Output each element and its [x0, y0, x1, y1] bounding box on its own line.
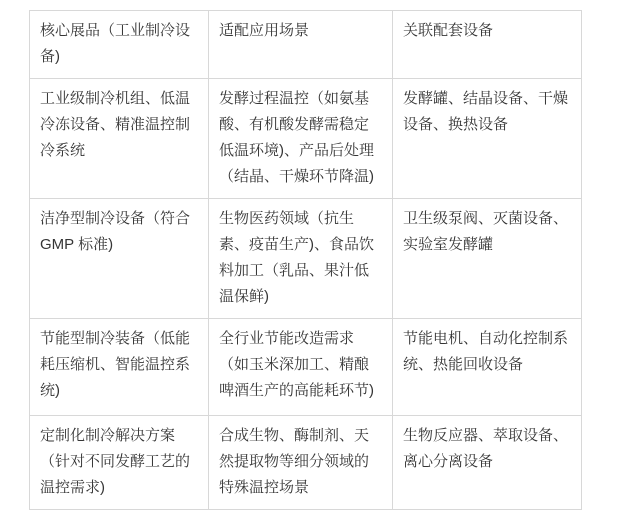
table-row: [30, 319, 582, 416]
column-header-application-scenarios: 适配应用场景: [209, 11, 393, 79]
table-cell: 卫生级泵阀、灭菌设备、实验室发酵罐: [393, 199, 582, 319]
table-cell: 定制化制冷解决方案（针对不同发酵工艺的温控需求): [30, 416, 209, 510]
table-row: [30, 199, 582, 319]
header-row: [30, 11, 582, 79]
column-header-associated-equipment: 关联配套设备: [393, 11, 582, 79]
table-cell: 生物反应器、萃取设备、离心分离设备: [393, 416, 582, 510]
table-cell: 全行业节能改造需求（如玉米深加工、精酿啤酒生产的高能耗环节): [209, 319, 393, 416]
table-cell: 发酵过程温控（如氨基酸、有机酸发酵需稳定低温环境)、产品后处理（结晶、干燥环节降温): [209, 79, 393, 199]
table-container: [29, 10, 582, 510]
table-row: [30, 416, 582, 510]
table-cell: 洁净型制冷设备（符合 GMP 标准): [30, 199, 209, 319]
column-header-core-exhibits: 核心展品（工业制冷设备): [30, 11, 209, 79]
table-cell: 生物医药领域（抗生素、疫苗生产)、食品饮料加工（乳品、果汁低温保鲜): [209, 199, 393, 319]
table-cell: 合成生物、酶制剂、天然提取物等细分领域的特殊温控场景: [209, 416, 393, 510]
table-cell: 节能型制冷装备（低能耗压缩机、智能温控系统): [30, 319, 209, 416]
exhibit-mapping-table: [29, 10, 582, 510]
table-cell: 工业级制冷机组、低温冷冻设备、精准温控制冷系统: [30, 79, 209, 199]
table-cell: 发酵罐、结晶设备、干燥设备、换热设备: [393, 79, 582, 199]
table-cell: 节能电机、自动化控制系统、热能回收设备: [393, 319, 582, 416]
table-row: [30, 79, 582, 199]
